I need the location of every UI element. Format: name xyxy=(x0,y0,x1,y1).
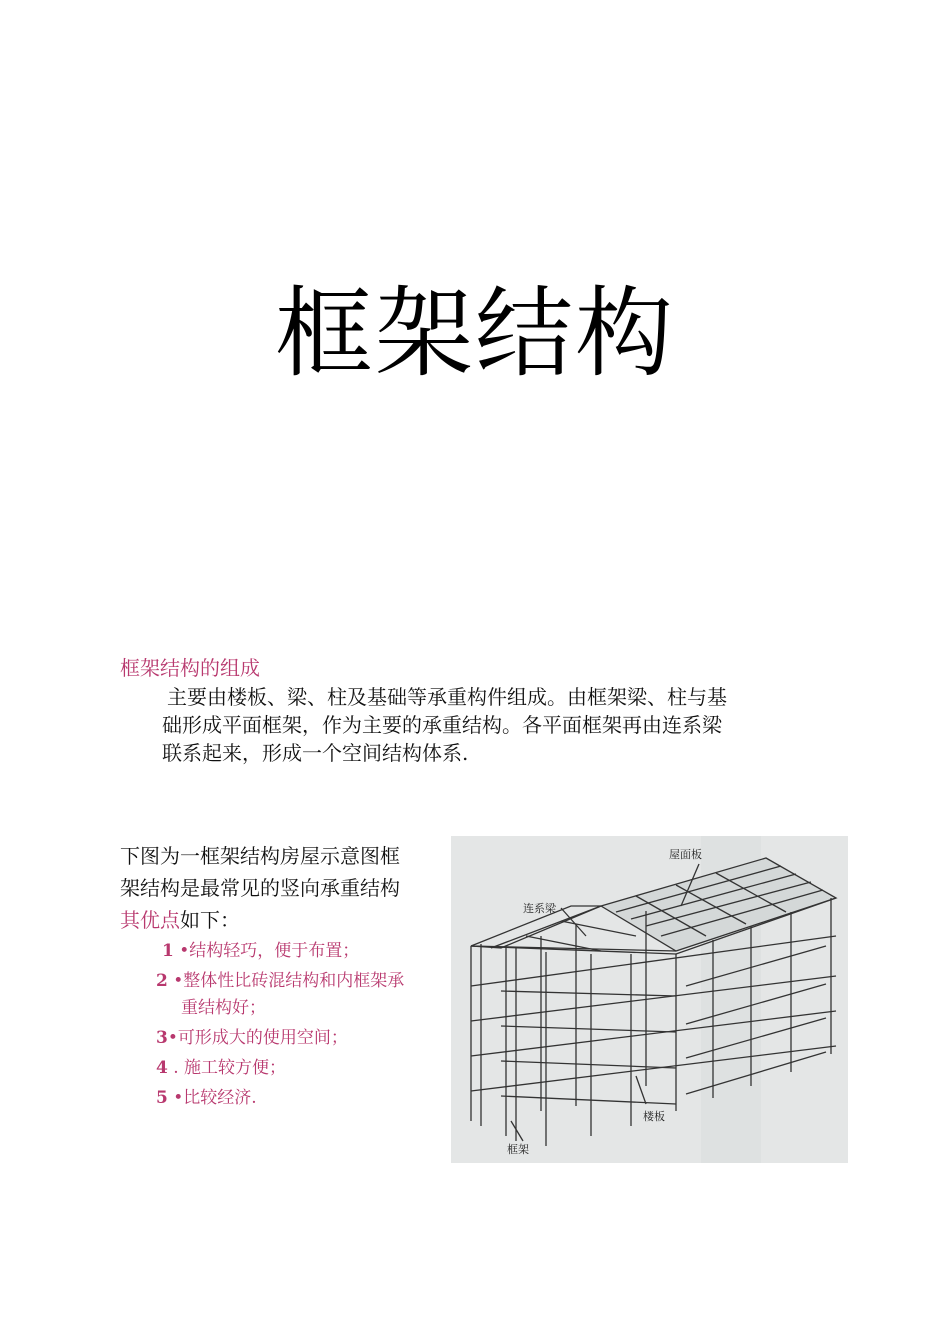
list-item xyxy=(150,968,460,1022)
advantages-list xyxy=(150,938,460,1115)
figure-label-frame: 框架 xyxy=(507,1143,529,1156)
item-text: . 施工较方便； xyxy=(167,1058,287,1078)
list-item xyxy=(150,938,460,965)
lead-line: 架结构是最常见的竖向承重结构 xyxy=(120,876,400,900)
lead-line-rest: 如下： xyxy=(180,908,240,932)
paragraph-line: 主要由楼板、梁、柱及基础等承重构件组成。由框架梁、柱与基 xyxy=(167,685,727,709)
item-number: 2 xyxy=(156,971,168,991)
paragraph-line: 联系起来，形成一个空间结构体系. xyxy=(162,741,469,765)
item-number: 1 xyxy=(162,941,174,961)
item-number: 5 xyxy=(156,1088,168,1108)
item-number: 4 xyxy=(156,1058,168,1078)
lead-line xyxy=(120,904,460,936)
frame-structure-figure xyxy=(451,836,848,1163)
item-number: 3 xyxy=(156,1028,168,1048)
item-text: •整体性比砖混结构和内框架承 xyxy=(167,971,405,991)
lead-text xyxy=(120,840,460,936)
document-title: 框架结构 xyxy=(274,277,675,391)
composition-paragraph xyxy=(162,683,842,767)
item-text: •比较经济. xyxy=(167,1088,257,1108)
list-item xyxy=(150,1085,460,1112)
paragraph-line: 础形成平面框架，作为主要的承重结构。各平面框架再由连系梁 xyxy=(162,713,722,737)
item-text-continued: 重结构好； xyxy=(181,998,266,1018)
list-item xyxy=(150,1055,460,1082)
figure-label-roof-slab: 屋面板 xyxy=(669,848,702,861)
advantages-highlight: 其优点 xyxy=(120,908,180,932)
list-item xyxy=(150,1025,460,1052)
figure-label-tie-beam: 连系梁 xyxy=(523,902,556,915)
item-text: •结构轻巧，便于布置； xyxy=(173,941,360,961)
section-heading: 框架结构的组成 xyxy=(120,656,260,680)
item-text: •可形成大的使用空间； xyxy=(167,1028,348,1048)
figure-label-floor-slab: 楼板 xyxy=(643,1110,665,1123)
lead-line: 下图为一框架结构房屋示意图框 xyxy=(120,844,400,868)
